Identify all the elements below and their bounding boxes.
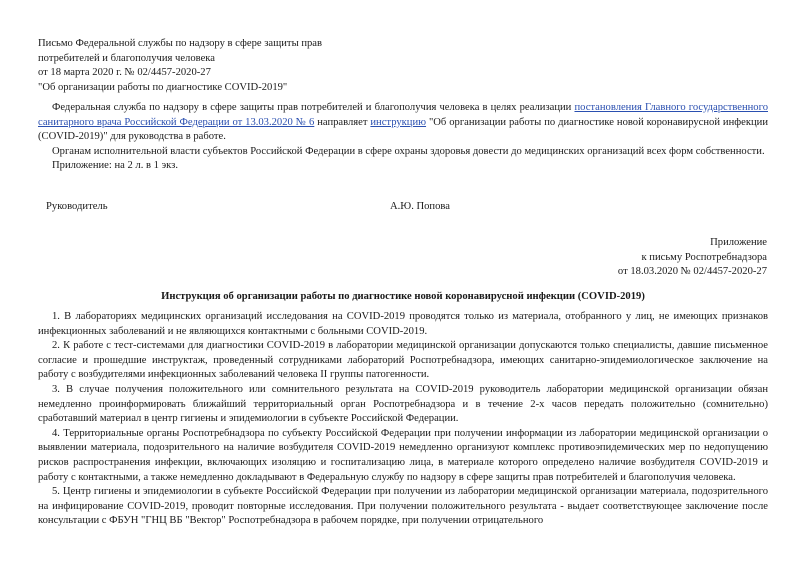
instruction-item-1: 1. В лабораториях медицинских организаций исследования на COVID-2019 проводятся только из материала, отобранного у лиц, не имеющих признаков инфекционных заболеваний и не являющихся контактными с больными COVID-2019. (38, 311, 768, 337)
intro-p1-end: "Об организации работы по диагностике новой коронавирусной инфекции (COVID-2019)" для руководства в работе. (38, 116, 768, 143)
instruction-title: Инструкция об организации работы по диагностике новой коронавирусной инфекции (COVID-2019) (161, 291, 645, 302)
header-line-4: "Об организации работы по диагностике COVID-2019" (38, 81, 288, 93)
intro-paragraph-2: Органам исполнительной власти субъектов Российской Федерации в сфере охраны здоровья довести до медицинских организаций всех форм собственности. (52, 145, 765, 157)
intro-paragraph-1 (38, 101, 768, 145)
instruction-items (38, 310, 768, 529)
instruction-link[interactable]: инструкцию (370, 116, 427, 128)
appendix-reference (618, 236, 767, 280)
intro-p1-mid: направляет (314, 116, 371, 128)
intro-paragraph-3: Приложение: на 2 л. в 1 экз. (52, 160, 178, 172)
signature-name: А.Ю. Попова (390, 201, 450, 212)
appendix-line-3: от 18.03.2020 № 02/4457-2020-27 (617, 266, 767, 278)
header-line-2: потребителей и благополучия человека (38, 52, 215, 64)
header-line-3: от 18 марта 2020 г. № 02/4457-2020-27 (38, 67, 211, 79)
intro-p1-start: Федеральная служба по надзору в сфере защиты прав потребителей и благополучия человека в целях реализации (52, 102, 575, 113)
resolution-link[interactable]: постановления Главного государственного санитарного врача Российской Федерации от 13.03.2020 № 6 (38, 102, 768, 128)
appendix-line-2: к письму Роспотребнадзора (641, 251, 767, 263)
instruction-item-4: 4. Территориальные органы Роспотребнадзора по субъекту Российской Федерации при получении информации из лаборатории медицинской организации о выявлении материала, подозрительного на наличие возбудителя COVID-2019 немедленно организуют комплекс противоэпидемических мер по недопущению рисков распространения инфекции, включающих изоляцию и госпитализацию лица, в материале которого определено наличие возбудителя COVID-2019 и работу с контактными, а также немедленно докладывают в Федеральную службу по надзору в сфере защиты прав потребителей и благополучия человека. (38, 427, 768, 483)
instruction-item-5: 5. Центр гигиены и эпидемиологии в субъекте Российской Федерации при получении из лаборатории медицинской организации материала, подозрительного на инфицирование COVID-2019, проводит повторные исследования. При получении положительного результата - выдает соответствующее заключение после консультации с ФБУН "ГНЦ ВБ "Вектор" Роспотребнадзора в рабочем порядке, при получении отрицательного (38, 486, 768, 527)
instruction-item-2: 2. К работе с тест-системами для диагностики COVID-2019 в лаборатории медицинской организации допускаются только специалисты, давшие письменное согласие и прошедшие инструктаж, проведенный сотрудниками лабораторий Роспотребнадзора, имеющих санитарно-эпидемиологическое заключение на работу с возбудителями инфекционных заболеваний человека II группы патогенности. (38, 340, 768, 381)
letter-header (38, 37, 458, 95)
signature-role: Руководитель (46, 201, 108, 212)
header-line-1: Письмо Федеральной службы по надзору в сфере защиты прав (38, 38, 323, 49)
instruction-item-3: 3. В случае получения положительного или сомнительного результата на COVID-2019 руководитель лаборатории медицинской организации обязан немедленно проинформировать ближайший территориальный орган Роспотребнадзора и в течение 2-х часов передать положительно (сомнительно) сработавший материал в центр гигиены и эпидемиологии в субъекте Российской Федерации. (38, 383, 768, 425)
intro-section (38, 101, 768, 174)
appendix-line-1: Приложение (710, 237, 767, 248)
